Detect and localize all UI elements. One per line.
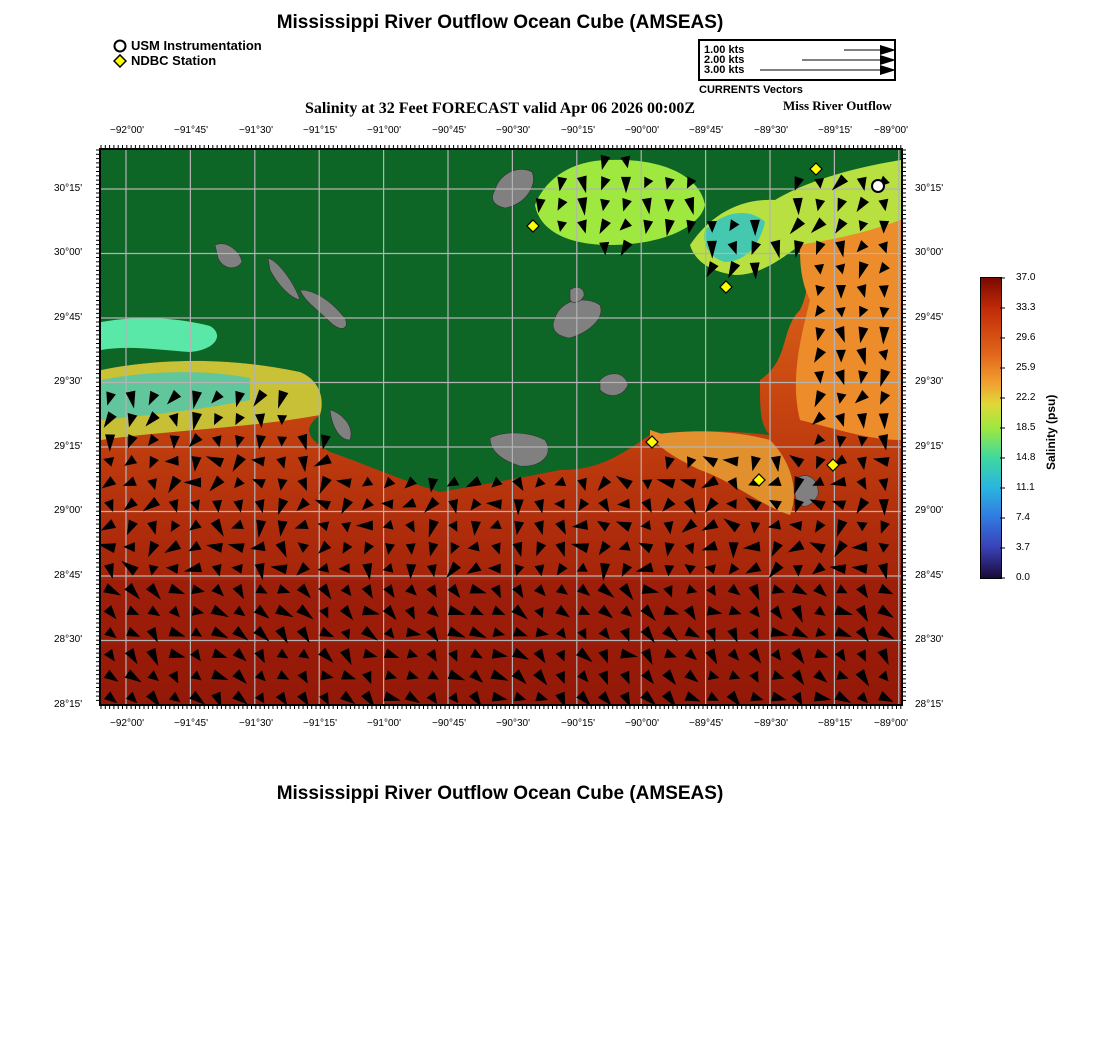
lon-tick-label: −90°15': [561, 125, 595, 136]
lon-tick-label: −91°00': [367, 125, 401, 136]
lon-tick-label: −91°00': [367, 718, 401, 729]
lat-tick-label: 29°45': [54, 312, 83, 323]
lat-tick-label: 29°45': [915, 312, 944, 323]
lon-tick-label: −89°15': [818, 125, 852, 136]
lat-tick-label: 28°15': [54, 699, 83, 710]
lon-tick-label: −90°00': [625, 718, 659, 729]
vector-row-label: 2.00 kts: [704, 54, 745, 66]
lon-tick-label: −89°00': [874, 125, 908, 136]
colorbar-tick-label: 18.5: [1016, 422, 1036, 433]
colorbar-tick-label: 29.6: [1016, 332, 1036, 343]
colorbar-tick-label: 14.8: [1016, 452, 1036, 463]
colorbar-tick-label: 33.3: [1016, 302, 1036, 313]
lon-tick-label: −91°15': [303, 125, 337, 136]
lat-tick-label: 30°15': [915, 183, 944, 194]
lon-tick-label: −89°45': [689, 718, 723, 729]
lat-tick-label: 29°15': [54, 441, 83, 452]
lon-tick-label: −90°00': [625, 125, 659, 136]
lat-tick-label: 28°30': [54, 634, 83, 645]
page-title: Mississippi River Outflow Ocean Cube (AMSEAS): [276, 12, 724, 33]
legend-ndbc-label: NDBC Station: [131, 53, 217, 68]
lon-tick-label: −91°30': [239, 718, 273, 729]
lon-tick-label: −90°45': [432, 125, 466, 136]
region-label: Miss River Outflow: [783, 98, 892, 113]
colorbar-tick-label: 37.0: [1016, 272, 1036, 283]
lat-tick-label: 29°15': [915, 441, 944, 452]
lat-tick-label: 29°00': [54, 505, 83, 516]
colorbar-tick-label: 3.7: [1016, 542, 1030, 553]
vector-row-label: 3.00 kts: [704, 64, 745, 76]
lon-tick-label: −89°30': [754, 125, 788, 136]
lon-tick-label: −90°15': [561, 718, 595, 729]
lon-tick-label: −90°30': [496, 718, 530, 729]
vector-row-label: 1.00 kts: [704, 44, 745, 56]
lat-tick-label: 28°30': [915, 634, 944, 645]
lat-tick-label: 29°30': [54, 376, 83, 387]
lat-tick-label: 30°00': [915, 247, 944, 258]
lat-tick-label: 28°45': [915, 570, 944, 581]
deep-water-band: [101, 580, 901, 704]
colorbar-tick-label: 11.1: [1016, 482, 1035, 493]
usm-instrument-marker[interactable]: [872, 180, 884, 192]
lat-tick-label: 28°45': [54, 570, 83, 581]
lon-tick-label: −89°45': [689, 125, 723, 136]
vector-key-caption: CURRENTS Vectors: [699, 84, 803, 96]
lon-tick-label: −91°45': [174, 125, 208, 136]
lon-tick-label: −91°30': [239, 125, 273, 136]
legend-usm-label: USM Instrumentation: [131, 38, 262, 53]
map-subtitle: Salinity at 32 Feet FORECAST valid Apr 06 2026 00:00Z: [304, 100, 696, 117]
lon-tick-label: −90°30': [496, 125, 530, 136]
colorbar-title: Salinity (psu): [1044, 394, 1058, 470]
colorbar-tick-label: 7.4: [1016, 512, 1030, 523]
lat-tick-label: 28°15': [915, 699, 944, 710]
colorbar-tick-label: 0.0: [1016, 572, 1030, 583]
lon-tick-label: −89°00': [874, 718, 908, 729]
colorbar-tick-label: 22.2: [1016, 392, 1036, 403]
lat-tick-label: 30°15': [54, 183, 83, 194]
colorbar-tick-label: 25.9: [1016, 362, 1036, 373]
lon-tick-label: −89°30': [754, 718, 788, 729]
lat-tick-label: 29°30': [915, 376, 944, 387]
lon-tick-label: −92°00': [110, 125, 144, 136]
lat-tick-label: 30°00': [54, 247, 83, 258]
colorbar-ticks: [1000, 277, 1010, 579]
lon-tick-label: −91°45': [174, 718, 208, 729]
salinity-colorbar: [980, 277, 1002, 579]
lon-tick-label: −92°00': [110, 718, 144, 729]
footer-title: Mississippi River Outflow Ocean Cube (AMSEAS): [276, 783, 724, 804]
lon-tick-label: −89°15': [818, 718, 852, 729]
lat-tick-label: 29°00': [915, 505, 944, 516]
lon-tick-label: −91°15': [303, 718, 337, 729]
lon-tick-label: −90°45': [432, 718, 466, 729]
